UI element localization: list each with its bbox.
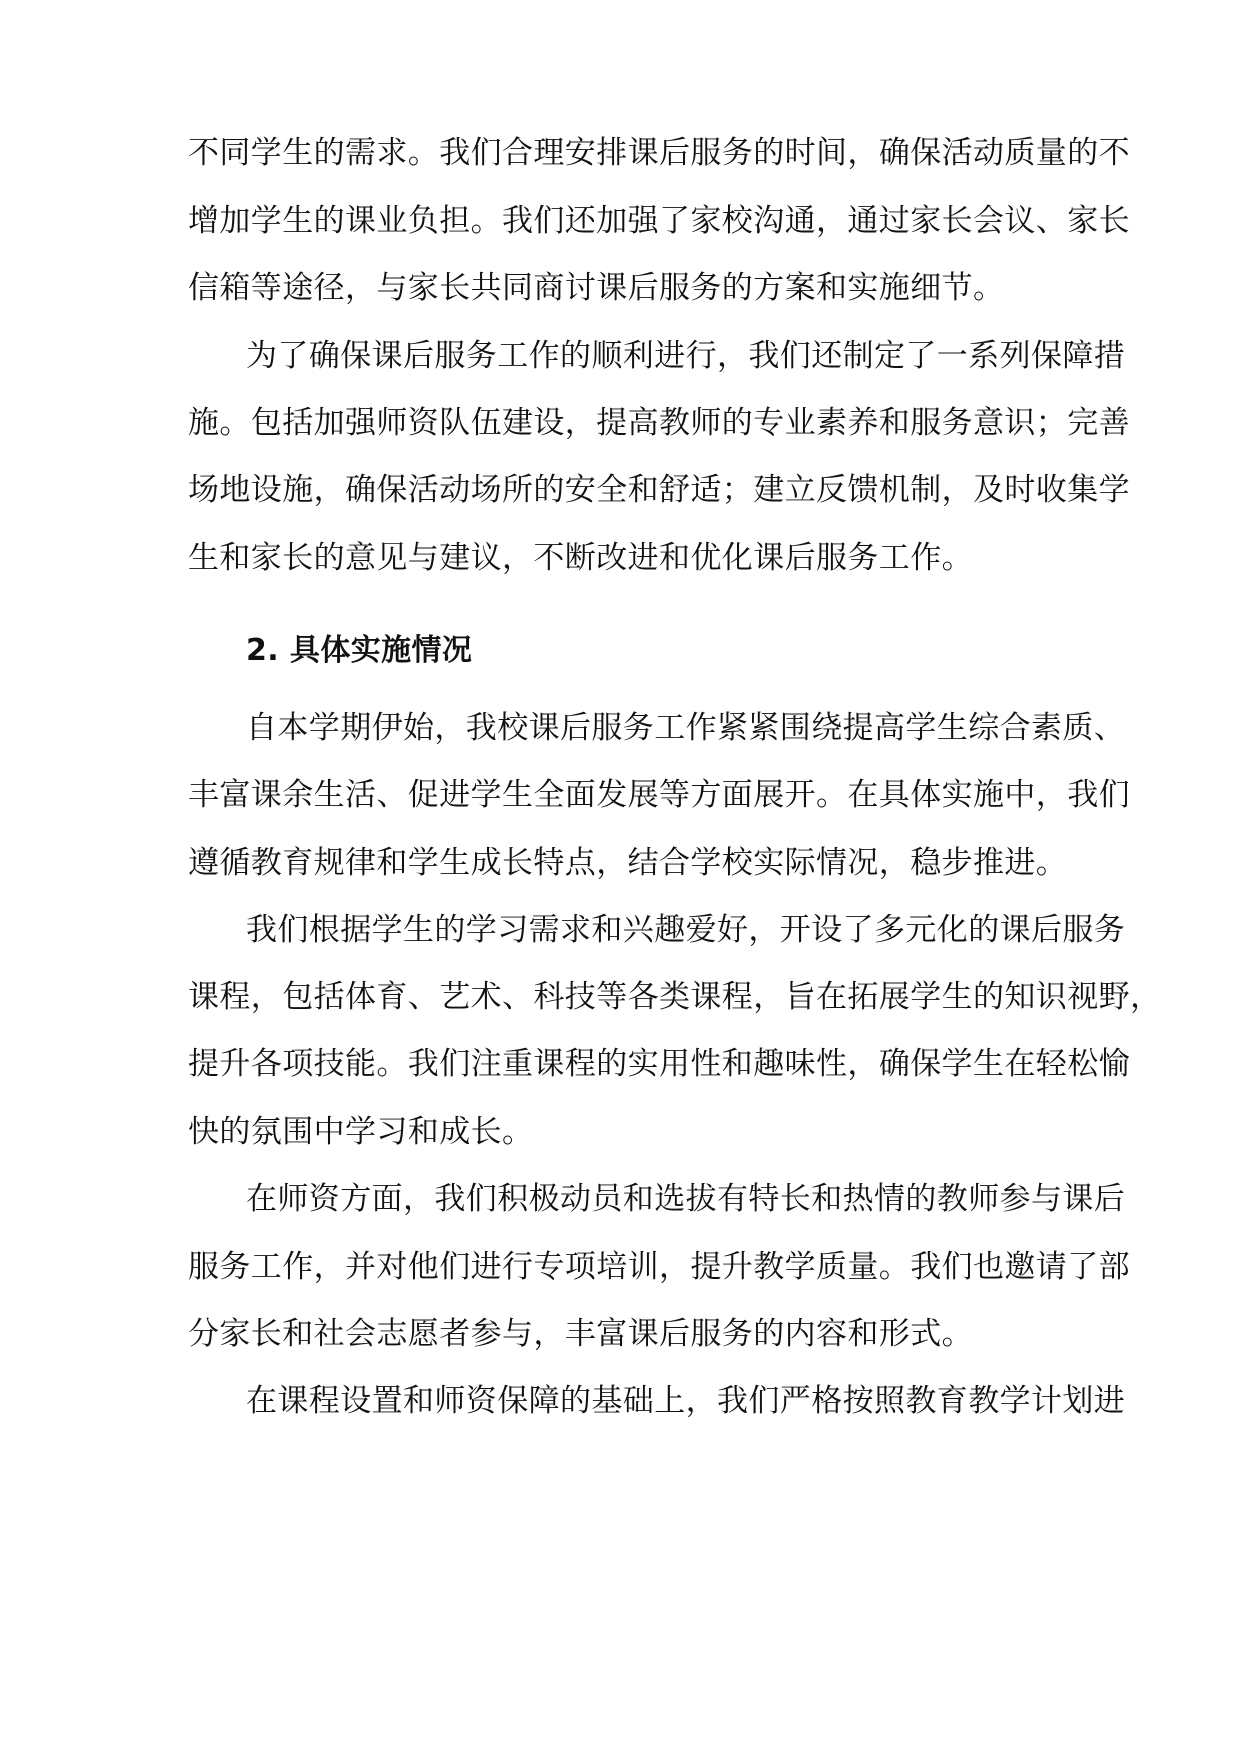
body-text-line: 增加学生的课业负担。我们还加强了家校沟通，通过家长会议、家长	[188, 203, 1130, 239]
body-text-line: 生和家长的意见与建议，不断改进和优化课后服务工作。	[188, 540, 973, 576]
body-text-line: 课程，包括体育、艺术、科技等各类课程，旨在拓展学生的知识视野，	[188, 979, 1162, 1015]
body-text-line: 丰富课余生活、促进学生全面发展等方面展开。在具体实施中，我们	[188, 777, 1130, 813]
body-text-line: 场地设施，确保活动场所的安全和舒适；建立反馈机制，及时收集学	[188, 472, 1130, 508]
body-text-line: 不同学生的需求。我们合理安排课后服务的时间，确保活动质量的不	[188, 135, 1130, 171]
body-text-line: 信箱等途径，与家长共同商讨课后服务的方案和实施细节。	[188, 270, 1005, 306]
paragraph-first-line: 为了确保课后服务工作的顺利进行，我们还制定了一系列保障措	[246, 338, 1126, 374]
section-heading: 2. 具体实施情况	[246, 633, 473, 668]
body-text-line: 施。包括加强师资队伍建设，提高教师的专业素养和服务意识；完善	[188, 405, 1130, 441]
body-text-line: 提升各项技能。我们注重课程的实用性和趣味性，确保学生在轻松愉	[188, 1046, 1130, 1082]
paragraph-first-line: 我们根据学生的学习需求和兴趣爱好，开设了多元化的课后服务	[246, 912, 1126, 948]
body-text-line: 遵循教育规律和学生成长特点，结合学校实际情况，稳步推进。	[188, 845, 1068, 881]
body-text-line: 快的氛围中学习和成长。	[188, 1114, 534, 1150]
paragraph-first-line: 自本学期伊始，我校课后服务工作紧紧围绕提高学生综合素质、	[246, 710, 1126, 746]
body-text-line: 服务工作，并对他们进行专项培训，提升教学质量。我们也邀请了部	[188, 1249, 1130, 1285]
paragraph-first-line: 在师资方面，我们积极动员和选拔有特长和热情的教师参与课后	[246, 1181, 1126, 1217]
paragraph-first-line: 在课程设置和师资保障的基础上，我们严格按照教育教学计划进	[246, 1383, 1126, 1419]
body-text-line: 分家长和社会志愿者参与，丰富课后服务的内容和形式。	[188, 1316, 973, 1352]
